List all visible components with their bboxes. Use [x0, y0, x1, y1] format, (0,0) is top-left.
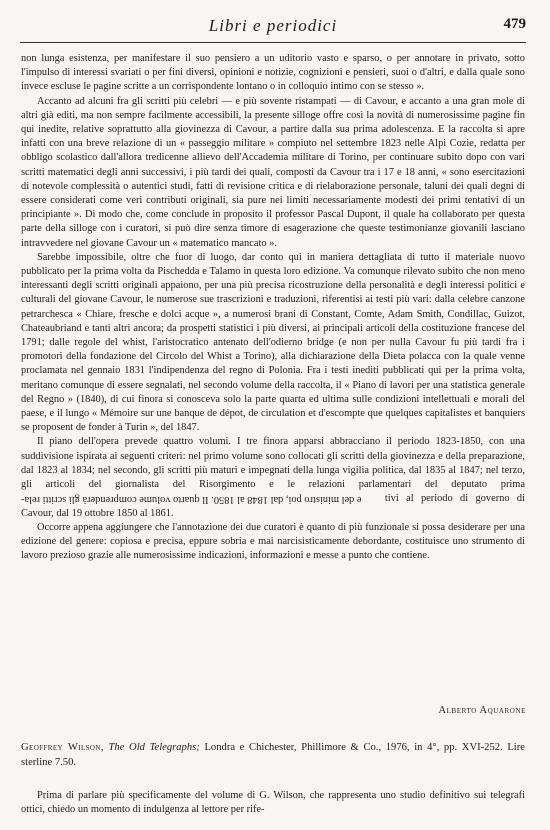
paragraph-3: Sarebbe impossibile, oltre che fuor di luogo, dar conto qui in maniera dettagliata di tutto il materiale nuovo pubblicato per la prima volta da Pischedda e Talamo in questa loro edizione. Va comunque rilevato subito che non meno interessanti degli scritti originali appaiono, per una più precisa ricostruzione della personalità e degli interessi politici e culturali del giovane Cavour, le numerose sue trascrizioni e traduzioni, riferentisi ai testi più vari: dalla celebre canzone petrarchesca « Chiare, fresche e dolci acque », a numerosi brani di Constant, Comte, Adam Smith, Condillac, Guizot, Chateaubriand e tanti altri ancora; da prospetti statistici i più diversi, ai principali articoli della costituzione francese del 1791; dalle regole del whist, l'aristocratico antenato dell'odierno bridge (e non per nulla Cavour fu più tardi fra i promotori della fondazione del Circolo del Whist a Torino), alla dichiarazione della Dieta polacca con la quale venne proclamata nel gennaio 1831 l'indipendenza del regno di Polonia. Fra i testi inediti pubblicati qui per la prima volta, meritano comunque di essere segnalati, nel secondo volume della raccolta, il « Piano di lavori per una statistica generale del Regno » (1840), di cui finora si conosceva solo la parte quarta ed ultima sulle condizioni intellettuali e morali del paese, e il lungo « Mémoire sur une banque de dépot, de circulation et d'escompte que quelques capitalistes et banquiers se proposent de fonder à Turin », del 1847.	[21, 251, 525, 434]
running-title: Libri e periodici	[208, 16, 338, 35]
paragraph-4-end: tivi al periodo di governo di Cavour, dal 19 ottobre 1850 al 1861.	[21, 493, 525, 519]
author-signature: Alberto Aquarone	[438, 705, 526, 716]
review-body	[21, 789, 525, 817]
paragraph-5: Occorre appena aggiungere che l'annotazione dei due curatori è quanto di più funzionale si possa desiderare per una edizione del genere: copiosa e precisa, eppure sobria e mai narcisisticamente debordante, costituisce uno strumento di lavoro prezioso grazie alle numerosissime indicazioni, informazioni e messe a punto che contiene.	[21, 521, 525, 562]
review-heading	[21, 741, 525, 770]
paragraph-2: Accanto ad alcuni fra gli scritti più celebri — e più sovente ristampati — di Cavour, e accanto a una gran mole di altri già editi, ma non sempre facilmente accessibili, la presente silloge offre così la novità di numerosissime pagine fin qui inedite, relative soprattutto alla giovinezza di Cavour, a partire dalla sua prima adolescenza. E la raccolta si apre infatti con una breve relazione di un « passeggio militare » compiuto nel settembre 1823 nelle Alpi Cozie, redatta per obbligo scolastico dall'allora tredicenne allievo dell'Accademia militare di Torino, per continuare subito dopo con vari scritti matematici degli anni successivi, i più tardi dei quali, composti da Cavour tra i 17 e 18 anni, « sono esercitazioni di notevole complessità o autentici studi, fatti di revisione critica e di rielaborazione personale, taluni dei quali degni di essere considerati come veri contributi originali, sia pure nei limiti necessariamente modesti dei primi tentativi di un principiante ». Di modo che, come conclude in proposito il professor Pascal Dupont, il quale ha collaborato per questa parte della silloge con i curatori, si può dire senza timore di esagerazione che queste testimonianze giovanili lasciano intravvedere nel giovane Cavour un « matematico mancato ».	[21, 95, 525, 249]
review-author: Geoffrey Wilson,	[21, 742, 104, 753]
paragraph-4	[21, 435, 525, 520]
review-paragraph: Prima di parlare più specificamente del volume di G. Wilson, che rappresenta uno studio definitivo sui telegrafi ottici, chiedo un momento di indulgenza al lettore per rife-	[21, 790, 525, 816]
review-publication: Londra e Chichester, Phillimore & Co., 1976, in 4°, pp. XVI-252. Lire sterline 7.50.	[21, 742, 525, 768]
page-number: 479	[503, 16, 526, 32]
upside-down-line: e del ministro poi, dal 1848 al 1850. Il quarto volume comprenderà gli scritti rela-	[21, 494, 362, 506]
paragraph-4-start: Il piano dell'opera prevede quattro volumi. I tre finora apparsi abbracciano il periodo 1823-1850, con una suddivisione ispirata ai seguenti criteri: nel primo volume sono collocati gli scritti della giovinezza e della preparazione, dal 1823 al 1834; nel secondo, gli scritti più maturi e impegnati della lunga vigilia politica, dal 1835 al 1847; nel terzo, gli articoli del giornalista del Risorgimento e le relazioni parlamentari del deputato prima	[21, 436, 525, 491]
article-body	[21, 52, 525, 563]
review-book-title: The Old Telegraphs;	[108, 742, 200, 753]
header-rule	[20, 42, 526, 43]
paragraph-1: non lunga esistenza, per manifestare il suo pensiero a un uditorio vasto e sparso, o per annotare in privato, sotto l'impulso di interessi svariati o per fini diversi, opinioni e notizie, cognizioni e pensieri, suoi o d'altri, e dalla quale sono invece escluse le pagine scritte a un corrispondente lontano o in colloquio intimo con se stesso ».	[21, 53, 525, 93]
page-header	[20, 14, 526, 40]
